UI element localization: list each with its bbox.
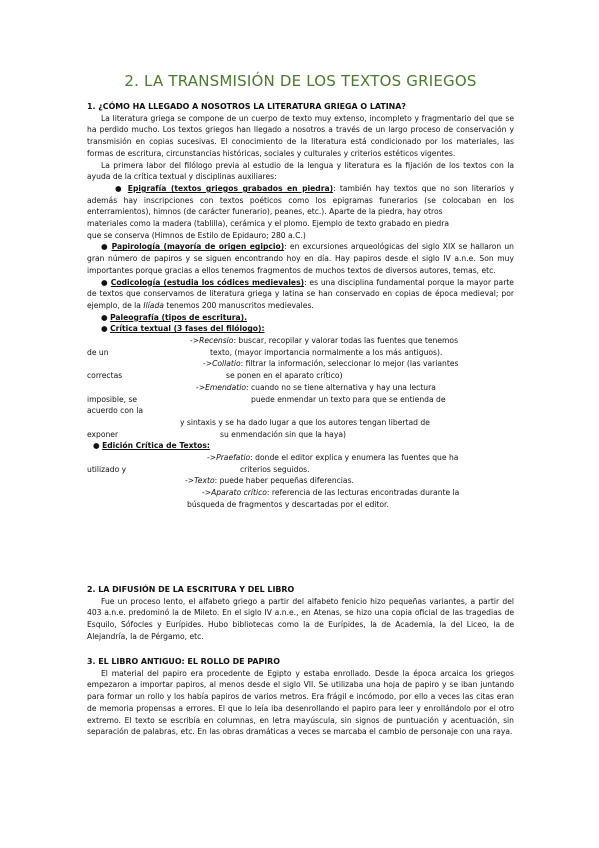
paragraph: El material del papiro era procedente de Egipto y estaba enrollado. Desde la época arcaica los griegos empezaron a importar papiros, al menos desde el siglo VII. Se utilizaba una hoja de papiro y se iban juntando para formar un rollo y los había papiros de varios metros. Era frágil e incómodo, por ello a veces las citas eran de memoria propensas a errores. El que lo leía iba desenrollando el papiro para leer y enrollándolo por el otro extremo. El texto se escribía en columnas, en letra mayúscula, sin signos de puntuación y acentuación, sin separación de palabras, etc. En las obras dramáticas a veces se marcaba el cambio de personaje con una raya. xyxy=(87,668,514,737)
emendatio-line xyxy=(87,394,514,406)
term-text: : puede haber pequeñas diferencias. xyxy=(214,476,354,486)
term-text: : buscar, recopilar y valorar todas las fuentes que tenemos xyxy=(233,336,459,346)
document-title: 2. LA TRANSMISIÓN DE LOS TEXTOS GRIEGOS xyxy=(124,72,477,90)
term-text: imposible, se xyxy=(87,394,138,404)
emendatio-line xyxy=(87,429,514,441)
list-item-critica xyxy=(87,323,514,335)
arrow-icon: -> xyxy=(185,476,195,486)
arrow-icon: -> xyxy=(190,336,200,346)
term-text: exponer xyxy=(87,429,119,439)
collatio-line xyxy=(87,358,514,370)
term-italic: Aparato crítico xyxy=(211,488,267,498)
term-label: Codicología (estudia los códices medievales) xyxy=(110,277,305,287)
collatio-line xyxy=(87,370,514,382)
term-text: : filtrar la información, seleccionar lo mejor (las variantes xyxy=(240,359,459,369)
praefatio-line xyxy=(87,452,514,464)
emendatio-line xyxy=(87,405,514,417)
bullet-icon: ● xyxy=(101,324,108,334)
texto-line xyxy=(87,475,514,487)
term-text: utilizado y xyxy=(87,464,127,474)
arrow-icon: -> xyxy=(202,488,212,498)
list-item-edicion xyxy=(87,440,514,452)
term-text: tenemos 200 manuscritos medievales. xyxy=(163,300,314,310)
list-item-paleografia xyxy=(87,312,514,324)
term-label: Edición Crítica de Textos: xyxy=(102,441,210,451)
term-italic: Collatio xyxy=(212,359,241,369)
arrow-icon: -> xyxy=(196,382,206,392)
paragraph: La primera labor del filólogo previa al estudio de la lengua y literatura es la fijación de los textos con la ayuda de la crítica textual y disciplinas auxiliares: xyxy=(87,160,514,182)
bullet-icon: ● xyxy=(115,183,124,193)
term-text: puede enmendar un texto para que se entienda de xyxy=(251,394,446,404)
term-italic: Praefatio xyxy=(216,452,251,462)
term-text: : referencia de las lecturas encontradas durante la xyxy=(266,488,460,498)
term-text: de un xyxy=(87,347,109,357)
term-text: búsqueda de fragmentos y descartadas por el editor. xyxy=(187,499,389,509)
arrow-icon: -> xyxy=(203,359,213,369)
term-text: : también hay textos que no son literarios y además hay inscripciones con textos poéticos como los epigramas funerarios (se colocaban en los enterramientos), himnos (de carácter funerario), peanes, etc.). Aparte de la piedra, hay otros xyxy=(87,183,514,217)
term-text: : donde el editor explica y enumera las fuentes que ha xyxy=(250,452,459,462)
emendatio-line xyxy=(87,382,514,394)
term-text: : cuando no se tiene alternativa y hay una lectura xyxy=(246,382,436,392)
term-label: Epigrafía (textos griegos grabados en piedra) xyxy=(127,183,334,193)
term-italic: Recensio xyxy=(199,336,234,346)
term-text: correctas xyxy=(87,371,123,381)
section-3 xyxy=(87,656,514,738)
term-text: : en excursiones arqueológicas del siglo XIX se hallaron un gran número de papiros y se siguen encontrando hoy en día. Hay papiros desde el siglo IV a.n.e. Son muy importantes porque gracias a ellos tenemos fragmentos de muchos textos de diversos autores, temas, etc. xyxy=(87,242,514,275)
term-label: Crítica textual (3 fases del filólogo): xyxy=(110,324,265,334)
bullet-icon: ● xyxy=(101,277,108,287)
section-2 xyxy=(87,584,514,643)
section-1 xyxy=(87,101,514,510)
section-2-heading: 2. LA DIFUSIÓN DE LA ESCRITURA Y DEL LIBRO xyxy=(87,585,295,594)
section-3-heading: 3. EL LIBRO ANTIGUO: EL ROLLO DE PAPIRO xyxy=(87,657,280,666)
aparato-line xyxy=(87,487,514,499)
term-label: Paleografía (tipos de escritura). xyxy=(110,312,248,322)
term-text: su enmendación sin que la haya) xyxy=(220,429,346,439)
term-text: acuerdo con la xyxy=(87,406,143,416)
bullet-icon: ● xyxy=(93,441,100,451)
paragraph: Fue un proceso lento, el alfabeto griego a partir del alfabeto fenicio hizo pequeñas variantes, a partir del 403 a.n.e. predominó la de Mileto. En el siglo IV a.n.e., en Atenas, se hizo una copia oficial de las tragedias de Esquilo, Sófocles y Eurípides. Hubo bibliotecas como la de Eurípides, la de Academia, la del Liceo, la de Alejandría, la de Pérgamo, etc. xyxy=(87,596,514,641)
term-italic: Emendatio xyxy=(205,382,246,392)
emendatio-line xyxy=(87,417,514,429)
section-1-heading: 1. ¿CÓMO HA LLEGADO A NOSOTROS LA LITERATURA GRIEGA O LATINA? xyxy=(87,102,406,111)
term-text: y sintaxis y se ha dado lugar a que los autores tengan libertad de xyxy=(180,417,430,427)
term-text: criterios seguidos. xyxy=(240,464,310,474)
paragraph: La literatura griega se compone de un cuerpo de texto muy extenso, incompleto y fragmentario del que se ha perdido mucho. Los textos griegos han llegado a nosotros a través de un largo proceso de conservación y transmisión en copias sucesivas. El conocimiento de la literatura está condicionado por los materiales, las formas de escritura, circunstancias históricas, sociales y culturales y criterios estéticos vigentes. xyxy=(87,113,514,158)
bullet-icon: ● xyxy=(101,242,109,252)
term-text: se ponen en el aparato crítico) xyxy=(226,371,343,381)
term-text: : es una disciplina fundamental porque la mayor parte de textos que conservamos de literatura griega y latina se han conservado en copias de época medieval; por ejemplo, de la xyxy=(87,277,514,310)
term-text: texto, (mayor importancia normalmente a los más antiguos). xyxy=(210,347,443,357)
list-item-epigrafia xyxy=(87,183,514,218)
term-text-continued: materiales como la madera (tablilla), cerámica y el plomo. Ejemplo de texto grabado en piedra xyxy=(87,219,449,229)
list-item-papirologia xyxy=(87,241,514,276)
arrow-icon: -> xyxy=(207,452,217,462)
recensio-line xyxy=(87,335,514,347)
bullet-icon: ● xyxy=(101,312,108,322)
term-label: Papirología (mayoría de origen egipcio) xyxy=(111,242,285,252)
list-item-codicologia xyxy=(87,277,514,312)
aparato-line xyxy=(87,499,514,511)
term-italic: Texto xyxy=(194,476,215,486)
term-italic: Ilíada xyxy=(143,300,164,310)
recensio-line xyxy=(87,347,514,359)
praefatio-line xyxy=(87,464,514,476)
term-text-continued: que se conserva (Himnos de Estilo de Epidauro; 280 a.C.) xyxy=(87,230,306,240)
